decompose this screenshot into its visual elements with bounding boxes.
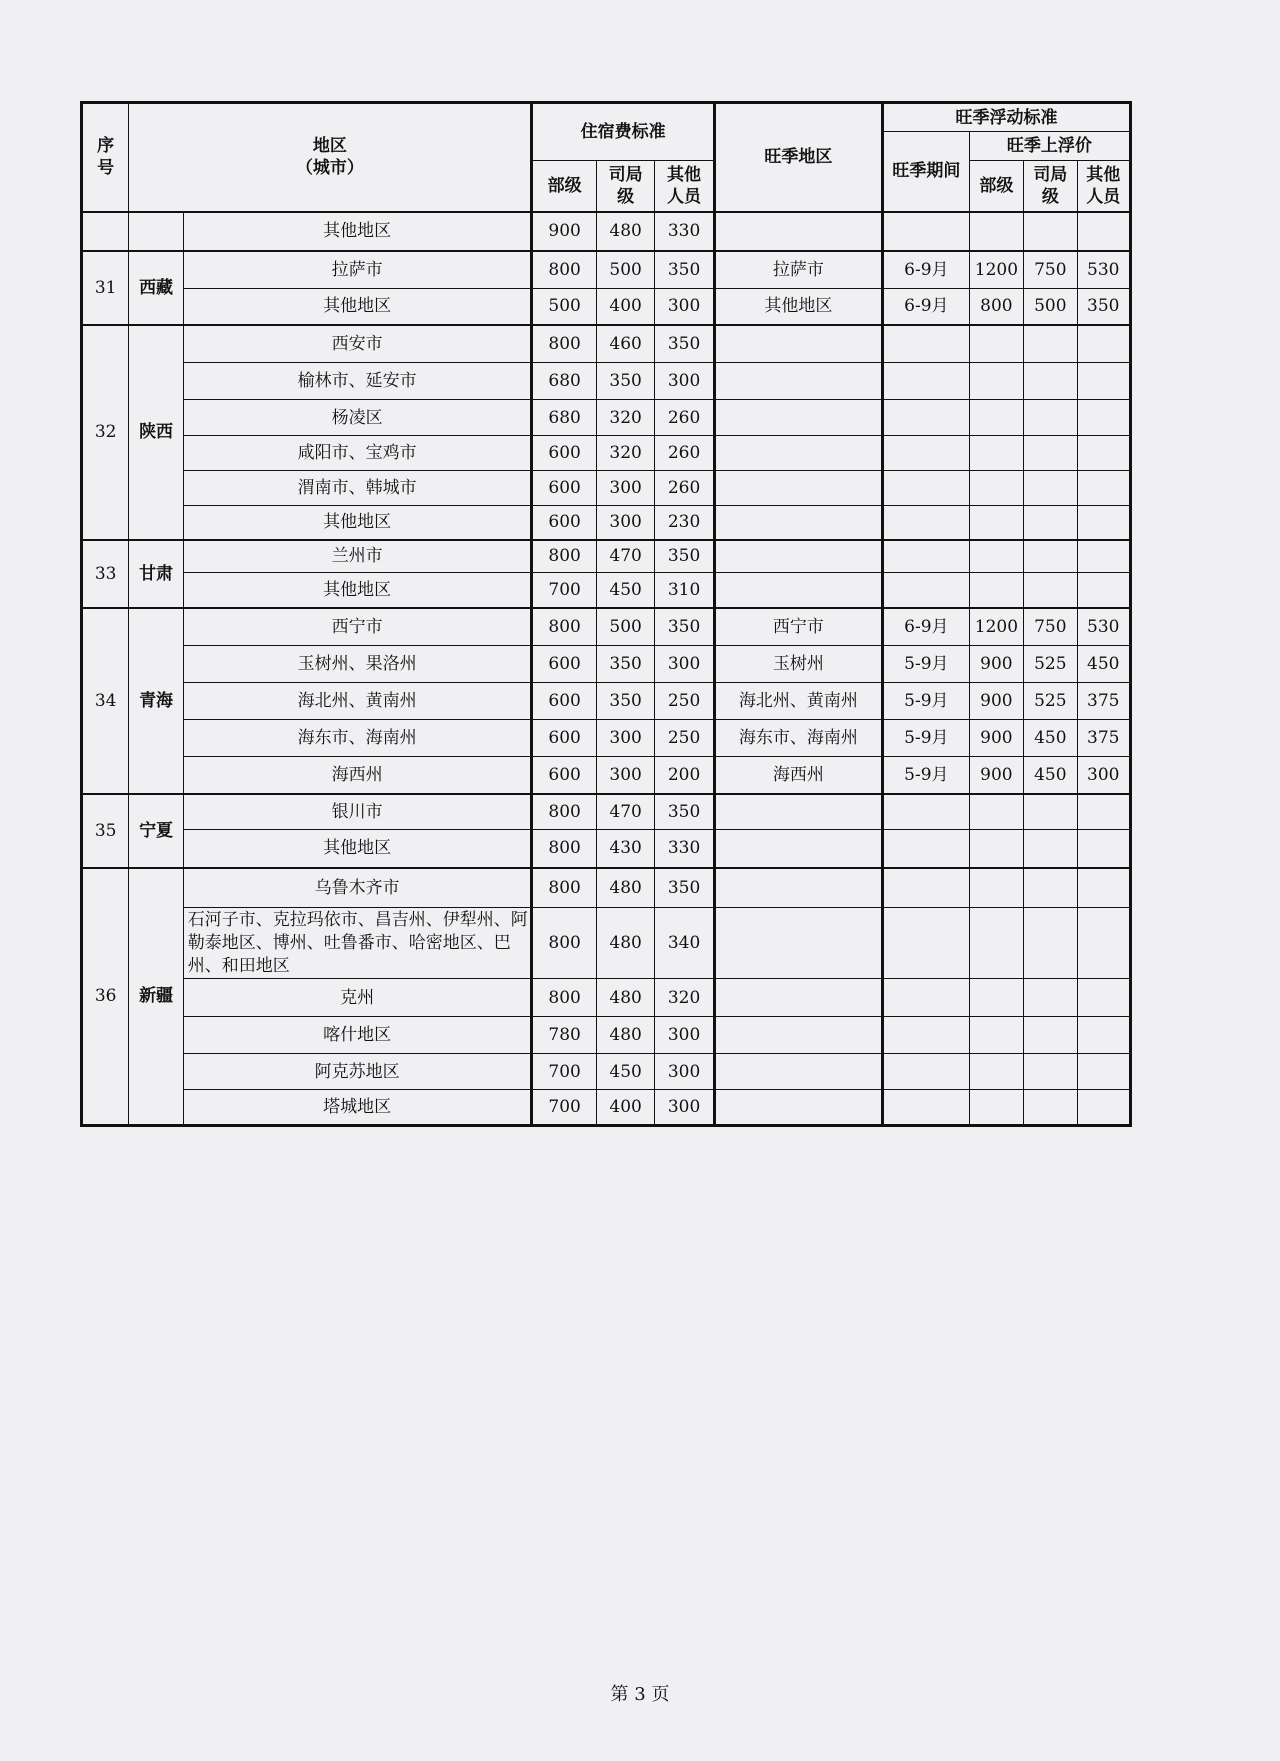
peak-region-cell: [714, 830, 882, 868]
peak-region-cell: [714, 363, 882, 400]
peak-region-cell: 其他地区: [714, 289, 882, 325]
header-peak-bureau: 司局 级: [1024, 161, 1077, 212]
peak-ministry-cell: 900: [969, 720, 1023, 757]
peak-period-cell: 5-9月: [883, 646, 970, 683]
peak-region-cell: [714, 573, 882, 608]
peak-period-cell: [883, 573, 970, 608]
peak-other-cell: [1077, 794, 1130, 830]
city-cell: 石河子市、克拉玛依市、昌吉州、伊犁州、阿勒泰地区、博州、吐鲁番市、哈密地区、巴州、和田地区: [183, 908, 532, 979]
peak-bureau-cell: 525: [1024, 683, 1077, 720]
seq-cell: 36: [82, 868, 129, 1126]
rate-ministry: 600: [532, 757, 596, 794]
peak-region-cell: [714, 400, 882, 436]
peak-period-cell: [883, 363, 970, 400]
peak-region-cell: 海东市、海南州: [714, 720, 882, 757]
peak-other-cell: 350: [1077, 289, 1130, 325]
peak-bureau-cell: [1024, 908, 1077, 979]
header-peak-region: 旺季地区: [714, 103, 882, 212]
table-row: [82, 289, 1131, 325]
page-number: 第 3 页: [610, 1684, 670, 1705]
seq-cell: 34: [82, 608, 129, 794]
table-row: [82, 251, 1131, 289]
peak-period-cell: [883, 908, 970, 979]
rate-other: 350: [655, 325, 714, 363]
peak-ministry-cell: [969, 540, 1023, 573]
peak-period-cell: [883, 1054, 970, 1090]
peak-period-cell: [883, 1090, 970, 1126]
rate-ministry: 600: [532, 506, 596, 540]
peak-region-cell: [714, 1017, 882, 1054]
rate-bureau: 480: [596, 908, 654, 979]
header-other: 其他 人员: [655, 161, 714, 212]
rate-ministry: 600: [532, 683, 596, 720]
city-cell: 银川市: [183, 794, 532, 830]
city-cell: 海西州: [183, 757, 532, 794]
peak-bureau-cell: 450: [1024, 720, 1077, 757]
table-row: [82, 1054, 1131, 1090]
rate-other: 330: [655, 212, 714, 251]
peak-other-cell: 375: [1077, 683, 1130, 720]
peak-bureau-cell: [1024, 794, 1077, 830]
province-cell: 西藏: [129, 251, 183, 325]
city-cell: 其他地区: [183, 289, 532, 325]
peak-ministry-cell: [969, 436, 1023, 471]
peak-ministry-cell: [969, 1054, 1023, 1090]
rate-ministry: 800: [532, 251, 596, 289]
rate-other: 250: [655, 720, 714, 757]
city-cell: 咸阳市、宝鸡市: [183, 436, 532, 471]
peak-region-cell: [714, 979, 882, 1017]
rate-bureau: 320: [596, 400, 654, 436]
peak-ministry-cell: [969, 363, 1023, 400]
peak-bureau-cell: [1024, 212, 1077, 251]
city-cell: 兰州市: [183, 540, 532, 573]
city-cell: 其他地区: [183, 506, 532, 540]
peak-other-cell: [1077, 363, 1130, 400]
rate-other: 230: [655, 506, 714, 540]
rate-ministry: 700: [532, 573, 596, 608]
rate-ministry: 600: [532, 436, 596, 471]
seq-cell: 35: [82, 794, 129, 868]
peak-region-cell: [714, 908, 882, 979]
rate-ministry: 680: [532, 363, 596, 400]
peak-other-cell: [1077, 506, 1130, 540]
rate-bureau: 300: [596, 506, 654, 540]
peak-ministry-cell: 900: [969, 683, 1023, 720]
peak-bureau-cell: [1024, 325, 1077, 363]
rate-ministry: 600: [532, 471, 596, 506]
rate-bureau: 300: [596, 471, 654, 506]
peak-bureau-cell: 525: [1024, 646, 1077, 683]
rate-other: 300: [655, 1090, 714, 1126]
peak-ministry-cell: 800: [969, 289, 1023, 325]
peak-bureau-cell: [1024, 1090, 1077, 1126]
peak-region-cell: 海北州、黄南州: [714, 683, 882, 720]
rate-other: 350: [655, 251, 714, 289]
peak-bureau-cell: [1024, 400, 1077, 436]
province-cell: 宁夏: [129, 794, 183, 868]
rate-bureau: 480: [596, 868, 654, 908]
peak-period-cell: [883, 1017, 970, 1054]
peak-ministry-cell: [969, 979, 1023, 1017]
peak-period-cell: [883, 436, 970, 471]
table-row: [82, 1017, 1131, 1054]
peak-bureau-cell: [1024, 868, 1077, 908]
peak-region-cell: [714, 471, 882, 506]
seq-cell: 33: [82, 540, 129, 608]
rate-ministry: 800: [532, 979, 596, 1017]
table-row: [82, 646, 1131, 683]
province-cell: 陕西: [129, 325, 183, 540]
peak-other-cell: [1077, 540, 1130, 573]
header-peak-other: 其他 人员: [1077, 161, 1130, 212]
peak-region-cell: [714, 1090, 882, 1126]
table-row: [82, 573, 1131, 608]
peak-ministry-cell: [969, 325, 1023, 363]
peak-ministry-cell: [969, 1090, 1023, 1126]
table-row: [82, 608, 1131, 646]
peak-other-cell: 450: [1077, 646, 1130, 683]
table-row: [82, 720, 1131, 757]
city-cell: 海东市、海南州: [183, 720, 532, 757]
table-body: [82, 212, 1131, 1126]
peak-period-cell: 5-9月: [883, 683, 970, 720]
header-region-sub: （城市）: [295, 158, 364, 179]
rate-bureau: 480: [596, 979, 654, 1017]
peak-bureau-cell: [1024, 540, 1077, 573]
table-row: [82, 471, 1131, 506]
table-row: [82, 506, 1131, 540]
peak-ministry-cell: [969, 908, 1023, 979]
province-cell: 甘肃: [129, 540, 183, 608]
peak-other-cell: [1077, 830, 1130, 868]
peak-period-cell: [883, 471, 970, 506]
peak-period-cell: [883, 506, 970, 540]
peak-period-cell: 5-9月: [883, 757, 970, 794]
peak-other-cell: [1077, 1054, 1130, 1090]
header-bureau: 司局 级: [596, 161, 654, 212]
peak-period-cell: [883, 400, 970, 436]
peak-other-cell: [1077, 400, 1130, 436]
rate-other: 350: [655, 608, 714, 646]
peak-period-cell: [883, 540, 970, 573]
rate-other: 350: [655, 540, 714, 573]
city-cell: 其他地区: [183, 212, 532, 251]
peak-bureau-cell: 450: [1024, 757, 1077, 794]
header-ministry: 部级: [532, 161, 596, 212]
rate-bureau: 500: [596, 608, 654, 646]
peak-other-cell: 530: [1077, 251, 1130, 289]
peak-bureau-cell: [1024, 506, 1077, 540]
rate-ministry: 800: [532, 868, 596, 908]
rate-other: 340: [655, 908, 714, 979]
peak-bureau-cell: [1024, 436, 1077, 471]
city-cell: 玉树州、果洛州: [183, 646, 532, 683]
rate-bureau: 350: [596, 363, 654, 400]
peak-other-cell: [1077, 908, 1130, 979]
rate-other: 250: [655, 683, 714, 720]
table-row: [82, 757, 1131, 794]
rate-other: 300: [655, 289, 714, 325]
peak-other-cell: [1077, 436, 1130, 471]
rate-bureau: 350: [596, 683, 654, 720]
rate-bureau: 470: [596, 794, 654, 830]
rate-other: 330: [655, 830, 714, 868]
table-row: [82, 908, 1131, 979]
rate-ministry: 680: [532, 400, 596, 436]
rate-bureau: 400: [596, 289, 654, 325]
rate-other: 300: [655, 1054, 714, 1090]
table-row: [82, 363, 1131, 400]
rate-other: 260: [655, 471, 714, 506]
peak-bureau-cell: [1024, 1054, 1077, 1090]
peak-region-cell: [714, 325, 882, 363]
province-cell: 青海: [129, 608, 183, 794]
rate-other: 300: [655, 646, 714, 683]
rate-bureau: 480: [596, 1017, 654, 1054]
header-seq: 序 号: [82, 103, 129, 212]
rate-other: 320: [655, 979, 714, 1017]
rate-other: 300: [655, 363, 714, 400]
table-row: [82, 979, 1131, 1017]
city-cell: 海北州、黄南州: [183, 683, 532, 720]
rate-other: 310: [655, 573, 714, 608]
rate-other: 200: [655, 757, 714, 794]
table-row: [82, 683, 1131, 720]
peak-region-cell: [714, 212, 882, 251]
peak-ministry-cell: 900: [969, 757, 1023, 794]
peak-ministry-cell: [969, 573, 1023, 608]
table-row: [82, 830, 1131, 868]
peak-bureau-cell: [1024, 1017, 1077, 1054]
peak-period-cell: 6-9月: [883, 608, 970, 646]
rate-bureau: 430: [596, 830, 654, 868]
rate-bureau: 450: [596, 1054, 654, 1090]
rate-bureau: 500: [596, 251, 654, 289]
rate-ministry: 800: [532, 794, 596, 830]
table-row: [82, 1090, 1131, 1126]
city-cell: 拉萨市: [183, 251, 532, 289]
peak-region-cell: 玉树州: [714, 646, 882, 683]
header-region: [129, 103, 532, 212]
seq-cell: 31: [82, 251, 129, 325]
header-peak-ministry: 部级: [969, 161, 1023, 212]
city-cell: 其他地区: [183, 573, 532, 608]
peak-ministry-cell: 1200: [969, 608, 1023, 646]
peak-ministry-cell: [969, 830, 1023, 868]
rate-ministry: 600: [532, 720, 596, 757]
rate-ministry: 780: [532, 1017, 596, 1054]
peak-region-cell: [714, 506, 882, 540]
header-peak-period: 旺季期间: [883, 132, 970, 212]
rate-ministry: 800: [532, 908, 596, 979]
peak-ministry-cell: [969, 471, 1023, 506]
table-row: [82, 540, 1131, 573]
peak-bureau-cell: 500: [1024, 289, 1077, 325]
peak-period-cell: 6-9月: [883, 289, 970, 325]
city-cell: 阿克苏地区: [183, 1054, 532, 1090]
header-lodging-standard: 住宿费标准: [532, 103, 714, 161]
rate-ministry: 700: [532, 1090, 596, 1126]
rate-bureau: 300: [596, 720, 654, 757]
peak-region-cell: 西宁市: [714, 608, 882, 646]
rate-ministry: 800: [532, 830, 596, 868]
peak-other-cell: 530: [1077, 608, 1130, 646]
lodging-standard-table: [80, 101, 1132, 1127]
peak-period-cell: 5-9月: [883, 720, 970, 757]
peak-bureau-cell: [1024, 830, 1077, 868]
table-row: [82, 436, 1131, 471]
rate-ministry: 500: [532, 289, 596, 325]
peak-other-cell: [1077, 573, 1130, 608]
peak-region-cell: [714, 794, 882, 830]
peak-other-cell: 375: [1077, 720, 1130, 757]
seq-cell: [82, 212, 129, 251]
city-cell: 杨凌区: [183, 400, 532, 436]
peak-region-cell: 海西州: [714, 757, 882, 794]
rate-other: 260: [655, 400, 714, 436]
peak-ministry-cell: 900: [969, 646, 1023, 683]
peak-ministry-cell: [969, 1017, 1023, 1054]
peak-other-cell: [1077, 1090, 1130, 1126]
rate-bureau: 450: [596, 573, 654, 608]
rate-bureau: 320: [596, 436, 654, 471]
peak-bureau-cell: [1024, 363, 1077, 400]
rate-ministry: 900: [532, 212, 596, 251]
peak-region-cell: [714, 540, 882, 573]
peak-ministry-cell: 1200: [969, 251, 1023, 289]
peak-ministry-cell: [969, 400, 1023, 436]
peak-region-cell: [714, 1054, 882, 1090]
seq-cell: 32: [82, 325, 129, 540]
rate-ministry: 800: [532, 325, 596, 363]
province-cell: [129, 212, 183, 251]
peak-period-cell: [883, 212, 970, 251]
province-cell: 新疆: [129, 868, 183, 1126]
city-cell: 渭南市、韩城市: [183, 471, 532, 506]
rate-ministry: 800: [532, 540, 596, 573]
city-cell: 克州: [183, 979, 532, 1017]
rate-other: 350: [655, 868, 714, 908]
peak-region-cell: [714, 436, 882, 471]
city-cell: 西宁市: [183, 608, 532, 646]
rate-ministry: 700: [532, 1054, 596, 1090]
rate-ministry: 800: [532, 608, 596, 646]
rate-bureau: 480: [596, 212, 654, 251]
rate-bureau: 460: [596, 325, 654, 363]
peak-other-cell: [1077, 1017, 1130, 1054]
table-row: [82, 868, 1131, 908]
peak-period-cell: 6-9月: [883, 251, 970, 289]
peak-ministry-cell: [969, 212, 1023, 251]
peak-ministry-cell: [969, 506, 1023, 540]
peak-ministry-cell: [969, 868, 1023, 908]
header-region-label: 地区: [312, 136, 347, 157]
table-row: [82, 212, 1131, 251]
peak-bureau-cell: [1024, 979, 1077, 1017]
rate-bureau: 400: [596, 1090, 654, 1126]
peak-bureau-cell: [1024, 573, 1077, 608]
rate-other: 350: [655, 794, 714, 830]
table-row: [82, 325, 1131, 363]
peak-bureau-cell: 750: [1024, 251, 1077, 289]
header-peak-up: 旺季上浮价: [969, 132, 1130, 161]
peak-other-cell: [1077, 325, 1130, 363]
peak-ministry-cell: [969, 794, 1023, 830]
peak-other-cell: [1077, 868, 1130, 908]
peak-bureau-cell: 750: [1024, 608, 1077, 646]
rate-other: 260: [655, 436, 714, 471]
peak-bureau-cell: [1024, 471, 1077, 506]
city-cell: 西安市: [183, 325, 532, 363]
peak-region-cell: [714, 868, 882, 908]
peak-other-cell: [1077, 212, 1130, 251]
rate-other: 300: [655, 1017, 714, 1054]
rate-bureau: 350: [596, 646, 654, 683]
peak-period-cell: [883, 794, 970, 830]
city-cell: 塔城地区: [183, 1090, 532, 1126]
peak-period-cell: [883, 830, 970, 868]
city-cell: 喀什地区: [183, 1017, 532, 1054]
peak-period-cell: [883, 979, 970, 1017]
city-cell: 乌鲁木齐市: [183, 868, 532, 908]
table-row: [82, 794, 1131, 830]
rate-bureau: 300: [596, 757, 654, 794]
rate-bureau: 470: [596, 540, 654, 573]
city-cell: 榆林市、延安市: [183, 363, 532, 400]
table-row: [82, 400, 1131, 436]
peak-other-cell: [1077, 979, 1130, 1017]
peak-period-cell: [883, 325, 970, 363]
rate-ministry: 600: [532, 646, 596, 683]
peak-period-cell: [883, 868, 970, 908]
city-cell: 其他地区: [183, 830, 532, 868]
peak-other-cell: [1077, 471, 1130, 506]
peak-other-cell: 300: [1077, 757, 1130, 794]
peak-region-cell: 拉萨市: [714, 251, 882, 289]
header-peak-float: 旺季浮动标准: [883, 103, 1131, 132]
